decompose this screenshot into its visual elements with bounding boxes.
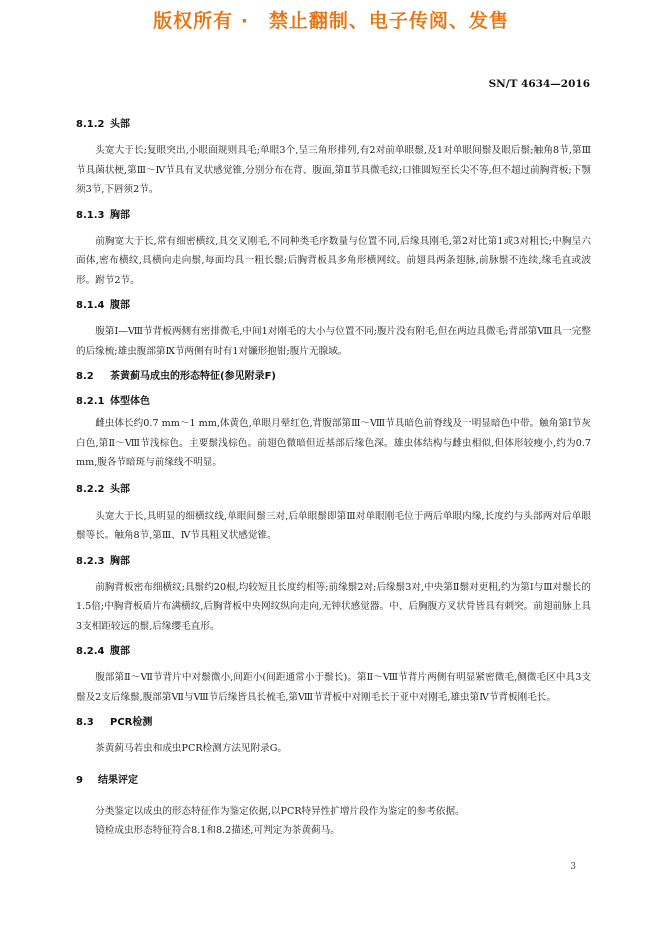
- section-heading: [76, 207, 591, 225]
- paragraph: 头宽大于长;复眼突出,小眼面规则具毛;单眼3个,呈三角形排列,有2对前单眼鬃,及1对单眼间鬃及眼后鬃;触角8节,第Ⅲ节具菌状梗,第Ⅲ～Ⅳ节具有叉状感觉锥,分别分布在背、腹面,第Ⅱ节具微毛纹;口锥圆短至长尖不等,但不超过前胸背板;下颚须3节,下唇须2节。: [76, 145, 591, 195]
- paragraph: 茶黄蓟马若虫和成虫PCR检测方法见附录G。: [95, 743, 287, 754]
- document-number: SN/T 4634—2016: [488, 78, 590, 90]
- section-heading: [76, 553, 591, 571]
- section-title: 胸部: [110, 209, 130, 221]
- section-number: 8.2.3: [76, 555, 105, 567]
- section-title: 头部: [110, 119, 130, 130]
- section-title: 胸部: [110, 555, 130, 567]
- section-heading: [76, 772, 591, 790]
- section-number: 8.2.2: [76, 483, 105, 495]
- paragraph: 分类鉴定以成虫的形态特征作为鉴定依据,以PCR特异性扩增片段作为鉴定的参考依据。: [95, 805, 465, 817]
- section-number: 8.1.3: [76, 209, 105, 221]
- section-title: 体型体色: [110, 396, 150, 407]
- section-number: 8.3: [76, 717, 94, 728]
- section-title: 茶黄蓟马成虫的形态特征(参见附录F): [110, 371, 276, 382]
- paragraph: 前胸宽大于长,常有细密横纹,具交叉刚毛,不同种类毛序数量与位置不同,后缘具刚毛,第2对比第1或3对粗长;中胸呈六面体,密布横纹,具横向走向鬃,每面均具一粗长鬃;后胸背板具多角形横网纹。前翅具两条翅脉,前脉鬃不连续,缘毛直或波形。跗节2节。: [76, 235, 591, 286]
- section-heading: [76, 481, 591, 499]
- section-number: 8.1.2: [76, 119, 105, 130]
- section-heading: [76, 714, 591, 732]
- section-heading: [76, 393, 591, 411]
- section-number: 8.2.4: [76, 646, 105, 657]
- section-title: 腹部: [110, 646, 130, 657]
- paragraph: 头宽大于长,具明显的细横纹线,单眼间鬃三对,后单眼鬃即第Ⅲ对单眼刚毛位于两后单眼内缘,长度约与头部两对后单眼鬃等长。触角8节,第Ⅲ、Ⅳ节具粗叉状感觉锥。: [76, 510, 591, 541]
- section-heading: [76, 368, 591, 386]
- section-number: 8.2: [76, 371, 94, 382]
- paragraph: 雌虫体长约0.7 mm～1 mm,体黄色,单眼月晕红色,背腹部第Ⅲ～Ⅷ节具暗色前脊线及一明显暗色中带。触角第Ⅰ节灰白色,第Ⅱ～Ⅷ节浅棕色。主要鬃浅棕色。前翅色微暗但近基部后缘色深。雄虫体结构与雌虫相似,但体形较瘦小,约为0.7 mm,腹各节暗斑与前缘线不明显。: [76, 418, 591, 468]
- section-number: 8.2.1: [76, 396, 105, 407]
- copyright-watermark: 版权所有 · 禁止翻制、电子传阅、发售: [153, 10, 509, 32]
- section-title: PCR检测: [110, 717, 153, 728]
- section-title: 结果评定: [98, 774, 138, 786]
- page-number: 3: [570, 862, 576, 872]
- paragraph: 镜检成虫形态特征符合8.1和8.2描述,可判定为茶黄蓟马。: [95, 825, 340, 836]
- document-body: [76, 116, 591, 841]
- section-heading: [76, 643, 591, 661]
- paragraph: 腹第Ⅰ—Ⅷ节背板两侧有密排微毛,中间1对刚毛的大小与位置不同;腹片没有附毛,但在两边具微毛;背部第Ⅷ具一完整的后缘梳;雄虫腹部第Ⅸ节两侧有时有1对镰形抱钳;腹片无腺域。: [76, 326, 591, 357]
- section-heading: [76, 116, 591, 134]
- section-heading: [76, 297, 591, 315]
- section-number: 8.1.4: [76, 300, 105, 311]
- paragraph: 腹部第Ⅱ～Ⅶ节背片中对鬃微小,间距小(间距通常小于鬃长)。第Ⅱ～Ⅷ节背片两侧有明显紧密微毛,侧微毛区中具3支鬃及2支后缘鬃,腹部第Ⅶ与Ⅷ节后缘皆具长梳毛,第Ⅷ节背板中对刚毛长于亚中对刚毛,雄虫第Ⅳ节背板刚毛长。: [76, 672, 591, 703]
- section-number: 9: [76, 774, 83, 786]
- section-title: 头部: [110, 483, 130, 495]
- section-title: 腹部: [110, 300, 130, 311]
- paragraph: 前胸背板密布细横纹;具鬃约20根,均较短且长度约相等;前缘鬃2对;后缘鬃3对,中央第Ⅱ鬃对更粗,约为第Ⅰ与Ⅲ对鬃长的1.5倍;中胸背板盾片布满横纹,后胸背板中央网纹纵向走向,无钟状感觉器。中、后胸腹方叉状骨皆具有刺突。前翅前脉上具3支相距较远的鬃,后缘缨毛直形。: [76, 581, 591, 632]
